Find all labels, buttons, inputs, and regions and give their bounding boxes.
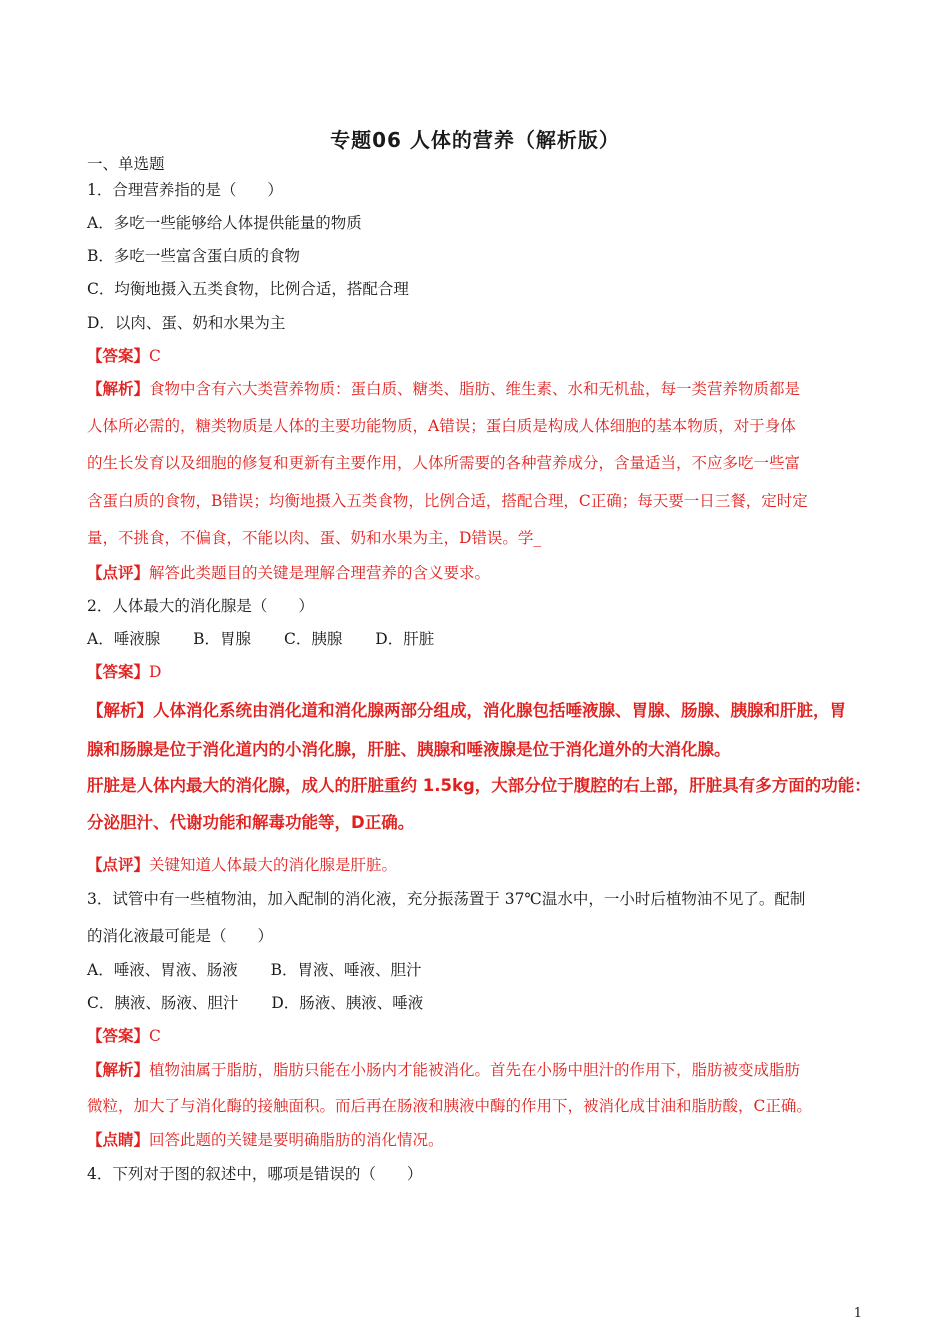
q1-stem: 1．合理营养指的是（ ）: [87, 181, 283, 199]
q2-analysis-line: 肝脏是人体内最大的消化腺，成人的肝脏重约 1.5kg，大部分位于腹腔的右上部，肝脏具有多方面的功能：: [87, 776, 871, 795]
q1-analysis-line: [87, 377, 800, 399]
q1-option-d: D．以肉、蛋、奶和水果为主: [87, 314, 286, 332]
q2-analysis-line: 腺和肠腺是位于消化道内的小消化腺，肝脏、胰腺和唾液腺是位于消化道外的大消化腺。: [87, 740, 731, 759]
q1-answer: [87, 344, 161, 366]
q3-options-cd: [87, 991, 451, 1013]
q2-options: [87, 627, 462, 649]
analysis-text: 人体消化系统由消化道和消化腺两部分组成，消化腺包括唾液腺、胃腺、肠腺、胰腺和肝脏，胃: [153, 701, 846, 720]
answer-tag: 【答案】: [87, 1026, 150, 1045]
q1-option-a: A．多吃一些能够给人体提供能量的物质: [87, 214, 362, 232]
q3-option-d: D．肠液、胰液、唾液: [271, 994, 424, 1012]
analysis-tag: 【解析】: [87, 701, 153, 720]
q2-option-b: B．胃腺: [193, 630, 252, 648]
q2-option-c: C．胰腺: [283, 630, 343, 648]
analysis-tag: 【解析】: [87, 379, 150, 398]
q1-analysis-line: 含蛋白质的食物，B错误；均衡地摄入五类食物，比例合适，搭配合理，C正确；每天要一日三餐，定时定: [87, 492, 808, 510]
q1-comment: [87, 561, 490, 583]
q1-analysis-line: 的生长发育以及细胞的修复和更新有主要作用，人体所需要的各种营养成分，含量适当，不应多吃一些富: [87, 454, 801, 472]
answer-value: C: [149, 347, 161, 365]
q1-analysis-line: 量，不挑食，不偏食，不能以肉、蛋、奶和水果为主，D错误。学_: [87, 529, 542, 547]
q2-analysis-line: [87, 697, 846, 721]
analysis-text: 植物油属于脂肪，脂肪只能在小肠内才能被消化。首先在小肠中胆汁的作用下，脂肪被变成脂肪: [149, 1061, 801, 1079]
q3-answer: [87, 1024, 161, 1046]
analysis-text: 食物中含有六大类营养物质：蛋白质、糖类、脂肪、维生素、水和无机盐，每一类营养物质都是: [149, 380, 801, 398]
q3-analysis-line: 微粒，加大了与消化酶的接触面积。而后再在肠液和胰液中酶的作用下，被消化成甘油和脂肪酸，C正确。: [87, 1097, 812, 1115]
q3-options-ab: [87, 958, 450, 980]
comment-text: 关键知道人体最大的消化腺是肝脏。: [149, 856, 398, 874]
page-number: 1: [853, 1306, 862, 1321]
q2-comment: [87, 853, 397, 875]
q3-option-a: A．唾液、胃液、肠液: [87, 961, 238, 979]
analysis-tag: 【解析】: [87, 1060, 150, 1079]
q3-analysis-line: [87, 1058, 800, 1080]
comment-tag: 【点睛】: [87, 1130, 150, 1149]
comment-text: 回答此题的关键是要明确脂肪的消化情况。: [149, 1131, 444, 1149]
q3-stem: 3．试管中有一些植物油，加入配制的消化液，充分振荡置于 37℃温水中，一小时后植物油不见了。配制: [87, 890, 806, 908]
answer-value: D: [149, 663, 162, 681]
q1-option-b: B．多吃一些富含蛋白质的食物: [87, 247, 300, 265]
comment-tag: 【点评】: [87, 563, 150, 582]
answer-tag: 【答案】: [87, 662, 150, 681]
answer-tag: 【答案】: [87, 346, 150, 365]
comment-text: 解答此类题目的关键是理解合理营养的含义要求。: [149, 564, 491, 582]
q2-stem: 2．人体最大的消化腺是（ ）: [87, 597, 314, 615]
page-title: 专题06 人体的营养（解析版）: [330, 128, 620, 152]
q4-stem: 4．下列对于图的叙述中，哪项是错误的（ ）: [87, 1165, 423, 1183]
q3-option-c: C．胰液、肠液、胆汁: [87, 994, 239, 1012]
q1-option-c: C．均衡地摄入五类食物，比例合适，搭配合理: [87, 280, 409, 298]
comment-tag: 【点评】: [87, 855, 150, 874]
q3-option-b: B．胃液、唾液、胆汁: [270, 961, 422, 979]
q2-answer: [87, 660, 161, 682]
q2-option-a: A．唾液腺: [87, 630, 161, 648]
q3-comment: [87, 1128, 444, 1150]
q2-analysis-line: 分泌胆汁、代谢功能和解毒功能等，D正确。: [87, 813, 415, 832]
q2-option-d: D．肝脏: [375, 630, 435, 648]
section-heading: 一、单选题: [87, 155, 165, 173]
q1-analysis-line: 人体所必需的，糖类物质是人体的主要功能物质，A错误；蛋白质是构成人体细胞的基本物质，对于身体: [87, 417, 796, 435]
q3-stem-cont: 的消化液最可能是（ ）: [87, 927, 274, 945]
answer-value: C: [149, 1027, 161, 1045]
